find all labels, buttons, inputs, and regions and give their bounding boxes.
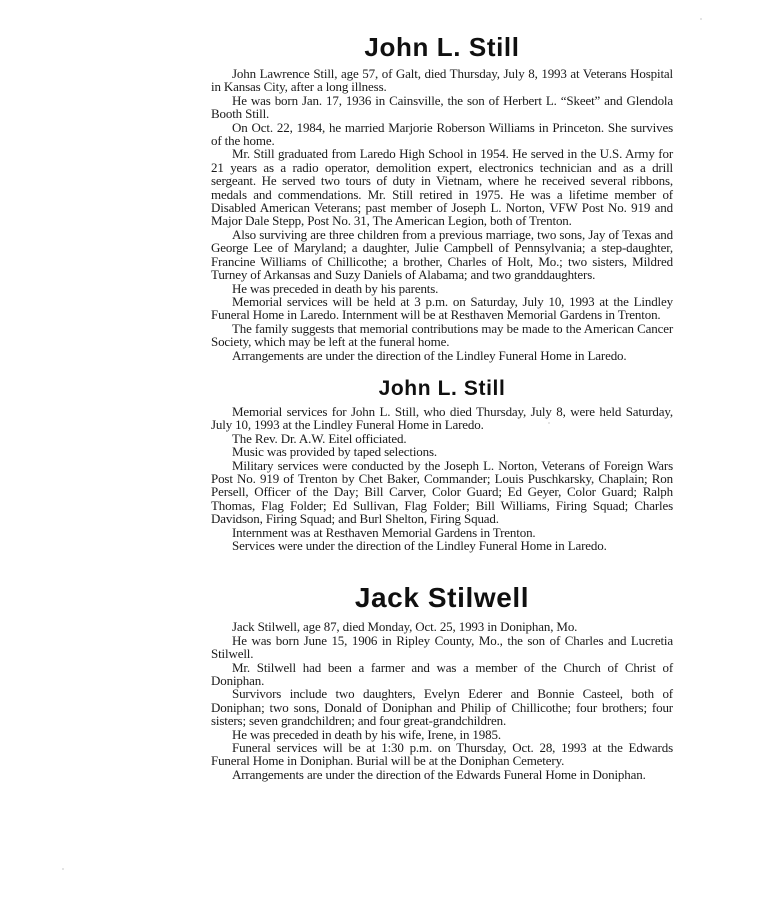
obituary-title: Jack Stilwell — [354, 582, 530, 614]
obituary-paragraph: Funeral services will be at 1:30 p.m. on Thursday, Oct. 28, 1993 at the Edwards Funeral Home in Doniphan. Burial will be at the Doniphan Cemetery. — [211, 740, 673, 769]
obituary-paragraph: He was born Jan. 17, 1936 in Cainsville, the son of Herbert L. “Skeet” and Glendola Booth Still. — [211, 92, 673, 122]
obituary-paragraph: Memorial services will be held at 3 p.m. on Saturday, July 10, 1993 at the Lindley Funeral Home in Laredo. Internment will be at Resthaven Memorial Gardens in Trenton. — [211, 293, 673, 323]
scan-speck — [62, 868, 64, 870]
obituary-paragraph: Also surviving are three children from a previous marriage, two sons, Jay of Texas and George Lee of Maryland; a daughter, Julie Campbell of Pennsylvania; a step-daughter, Francine Williams of Chillicothe; a brother, Charles of Holt, Mo.; two sisters, Mildred Turney of Arkansas and Suzy Daniels of Alabama; and two granddaughters. — [211, 226, 673, 283]
obituary-paragraph: Mr. Stilwell had been a farmer and was a member of the Church of Christ of Doniphan. — [211, 659, 673, 689]
obituary-paragraph: Jack Stilwell, age 87, died Monday, Oct. 25, 1993 in Doniphan, Mo. — [232, 619, 578, 635]
obituary-paragraph: He was preceded in death by his parents. — [232, 280, 439, 296]
obituary-paragraph: Arrangements are under the direction of the Lindley Funeral Home in Laredo. — [232, 347, 627, 363]
obituary-paragraph: Survivors include two daughters, Evelyn Ederer and Bonnie Casteel, both of Doniphan; two sons, Donald of Doniphan and Philip of Chillicothe; four brothers; four sisters; seven grandchildren; and four great-grandchildren. — [211, 686, 673, 729]
obituary-section-john-l-still-2 — [211, 376, 673, 552]
obituary-section-jack-stilwell — [211, 582, 673, 781]
obituary-paragraph: Services were under the direction of the Lindley Funeral Home in Laredo. — [232, 538, 607, 553]
obituary-paragraph: John Lawrence Still, age 57, of Galt, died Thursday, July 8, 1993 at Veterans Hospital in Kansas City, after a long illness. — [211, 66, 673, 95]
obituary-paragraph: Military services were conducted by the Joseph L. Norton, Veterans of Foreign Wars Post No. 919 of Trenton by Chet Baker, Commander; Louis Puschkarsky, Chaplain; Ron Persell, Officer of the Day; Bill Carver, Color Guard; Ed Geyer, Color Guard; Ralph Thomas, Flag Folder; Ed Sullivan, Flag Folder; Bill Williams, Firing Squad; Charles Davidson, Firing Squad; and Burl Shelton, Firing Squad. — [211, 457, 673, 527]
scan-speck — [548, 422, 550, 424]
obituary-column — [211, 32, 673, 781]
scan-speck — [700, 18, 702, 20]
obituary-paragraph: Music was provided by taped selections. — [232, 444, 437, 460]
obituary-title: John L. Still — [364, 32, 520, 62]
obituary-paragraph: Arrangements are under the direction of the Edwards Funeral Home in Doniphan. — [232, 766, 646, 782]
obituary-paragraph: Internment was at Resthaven Memorial Gardens in Trenton. — [232, 524, 536, 540]
obituary-title: John L. Still — [378, 376, 506, 400]
obituary-paragraph: On Oct. 22, 1984, he married Marjorie Roberson Williams in Princeton. She survives of the home. — [211, 119, 673, 149]
obituary-paragraph: Mr. Still graduated from Laredo High School in 1954. He served in the U.S. Army for 21 years as a radio operator, demolition expert, electronics technician and as a drill sergeant. He served two tours of duty in Vietnam, where he received several ribbons, medals and commendations. Mr. Still retired in 1975. He was a lifetime member of Disabled American Veterans; past member of Joseph L. Norton, VFW Post No. 919 and Major Dale Stepp, Post No. 31, The American Legion, both of Trenton. — [211, 146, 673, 229]
obituary-paragraph: The Rev. Dr. A.W. Eitel officiated. — [232, 430, 407, 446]
obituary-paragraph: Memorial services for John L. Still, who died Thursday, July 8, were held Saturday, July 10, 1993 at the Lindley Funeral Home in Laredo. — [211, 403, 673, 433]
obituary-paragraph: The family suggests that memorial contributions may be made to the American Cancer Society, which may be left at the funeral home. — [211, 320, 673, 350]
obituary-paragraph: He was preceded in death by his wife, Irene, in 1985. — [232, 726, 501, 742]
obituary-section-john-l-still-1 — [211, 32, 673, 362]
obituary-paragraph: He was born June 15, 1906 in Ripley County, Mo., the son of Charles and Lucretia Stilwell. — [211, 632, 673, 662]
